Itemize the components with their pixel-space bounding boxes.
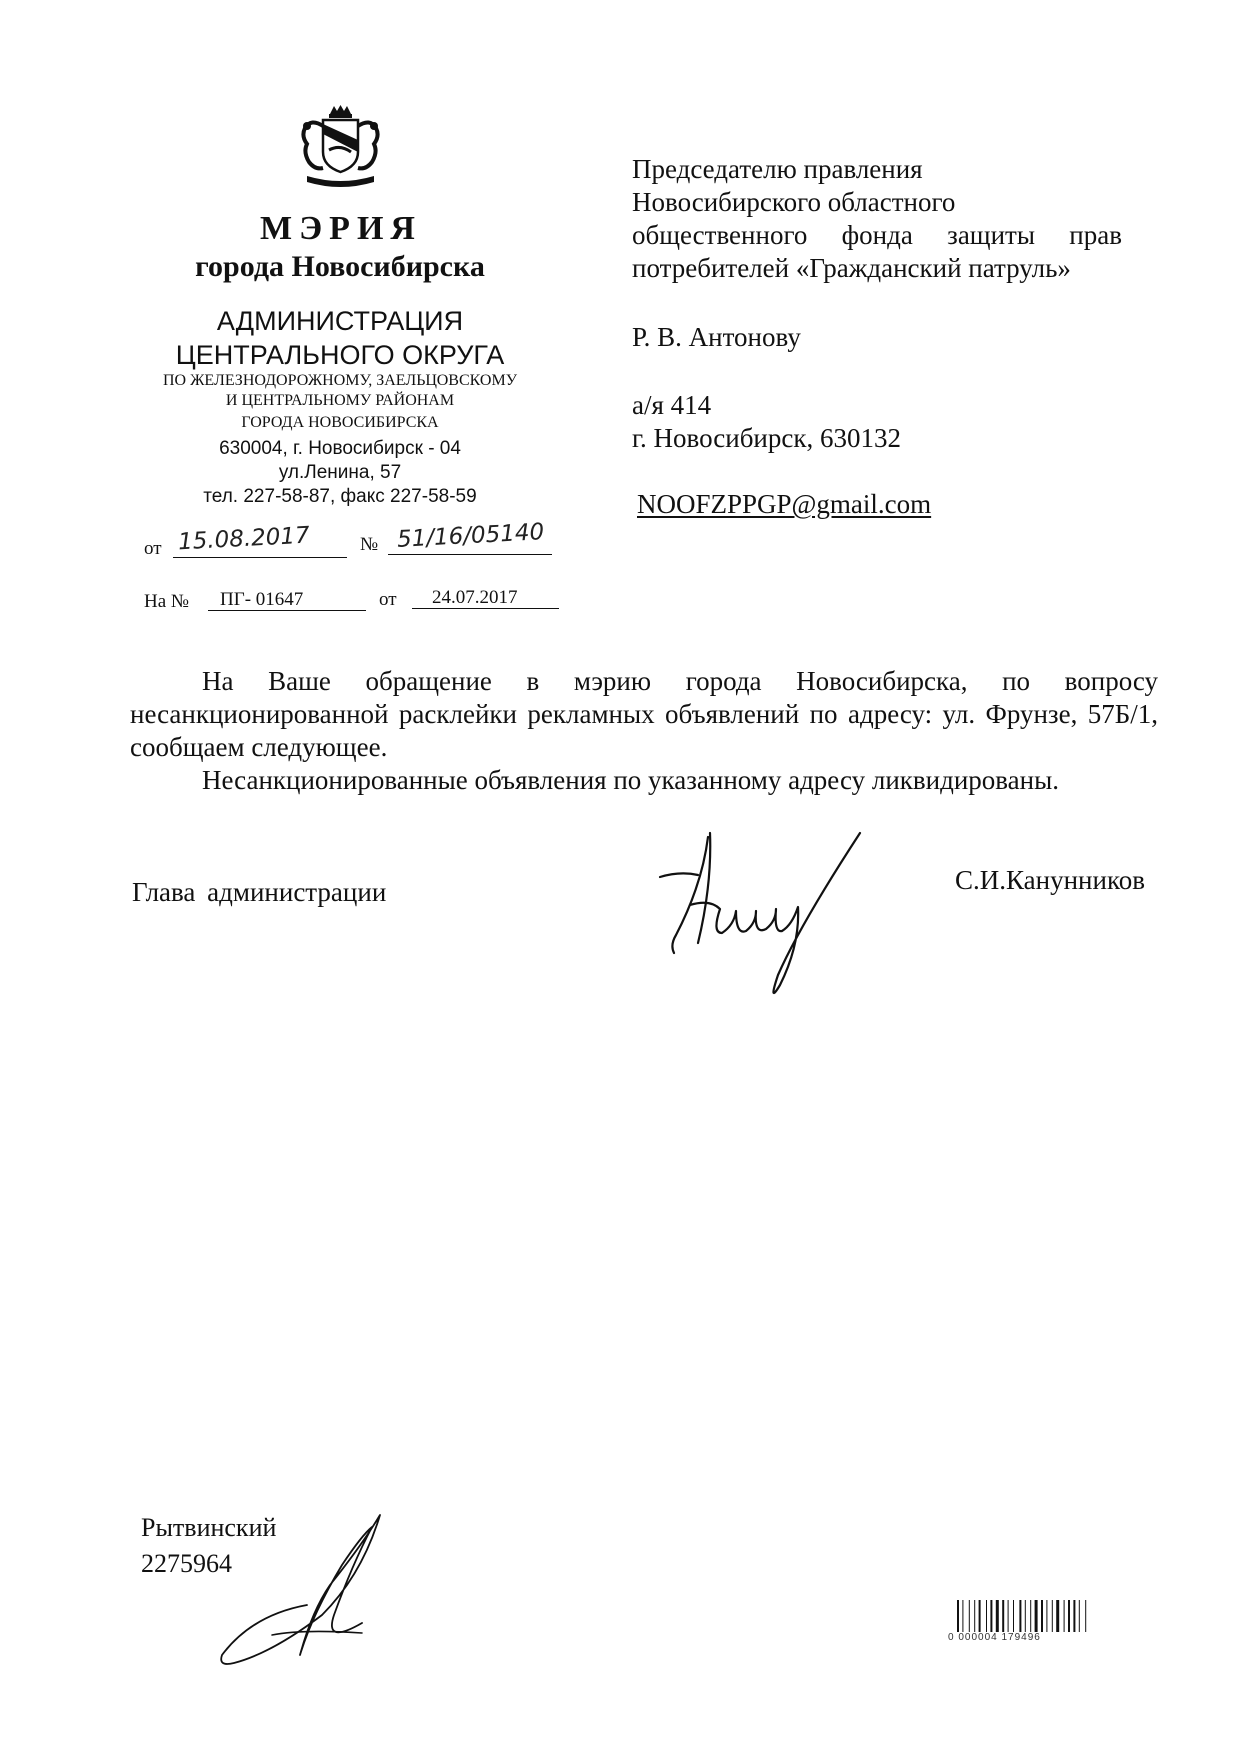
- novosibirsk-coat-of-arms-icon: [293, 104, 388, 190]
- recipient-line2: Новосибирского областного: [632, 187, 956, 217]
- barcode-bar: [1025, 1600, 1026, 1632]
- org-title: МЭРИЯ: [260, 210, 422, 247]
- barcode-bar: [1064, 1600, 1065, 1632]
- barcode-bar: [1041, 1600, 1043, 1632]
- recipient-name: Р. В. Антонову: [632, 322, 801, 352]
- barcode-bar: [996, 1600, 999, 1632]
- incoming-date-value: 24.07.2017: [432, 587, 518, 608]
- barcode-bar: [969, 1600, 970, 1632]
- districts-line2: И ЦЕНТРАЛЬНОМУ РАЙОНАМ: [225, 392, 455, 409]
- outgoing-date-value: 15.08.2017: [177, 522, 311, 556]
- barcode-bar: [1085, 1600, 1086, 1632]
- barcode-bar: [1002, 1600, 1004, 1632]
- executor-phone: 2275964: [141, 1549, 232, 1578]
- districts-line1: ПО ЖЕЛЕЗНОДОРОЖНОМУ, ЗАЕЛЬЦОВСКОМУ: [162, 372, 518, 389]
- outgoing-number-label: №: [360, 534, 379, 555]
- barcode-bar: [1073, 1600, 1075, 1632]
- barcode-bar: [1068, 1600, 1070, 1632]
- barcode-icon: [955, 1600, 1135, 1632]
- body-paragraph-2: Несанкционированные объявления по указанному адресу ликвидированы.: [202, 765, 1059, 795]
- barcode-bar: [979, 1600, 981, 1632]
- handwritten-signature-head: [650, 825, 870, 1005]
- barcode-bar: [1052, 1600, 1053, 1632]
- barcode-bar: [1008, 1600, 1009, 1632]
- executor-name: Рытвинский: [141, 1513, 277, 1542]
- barcode-bar: [1013, 1600, 1014, 1632]
- body-paragraph-1: На Ваше обращение в мэрию города Новосибирска, по вопросу несанкционированной расклейки рекламных объявлений по адресу: ул. Фрунзе, 57Б/1, сообщаем следующее.: [130, 666, 1158, 762]
- address-line3: тел. 227-58-87, факс 227-58-59: [203, 486, 477, 507]
- recipient-email: NOOFZPPGP@gmail.com: [637, 489, 932, 519]
- incoming-date-label: от: [379, 589, 397, 610]
- city-title: города Новосибирска: [195, 250, 485, 283]
- admin-title-line1: АДМИНИСТРАЦИЯ: [216, 306, 464, 336]
- address-line1: 630004, г. Новосибирск - 04: [219, 438, 461, 459]
- outgoing-number-value: 51/16/05140: [396, 519, 545, 553]
- signer-position: Глава администрации: [132, 877, 387, 907]
- barcode-bar: [986, 1600, 987, 1632]
- executor-signature: [212, 1505, 392, 1670]
- recipient-line3: общественного фонда защиты прав: [632, 220, 1122, 250]
- outgoing-date-label: от: [144, 538, 162, 559]
- barcode-bar: [1019, 1600, 1021, 1632]
- recipient-line1: Председателю правления: [632, 154, 923, 184]
- incoming-ref-label: На №: [144, 591, 190, 612]
- barcode-bar: [1046, 1600, 1047, 1632]
- barcode-number: 0 000004 179496: [948, 1632, 1041, 1643]
- outgoing-date-underline: [173, 557, 347, 558]
- recipient-city: г. Новосибирск, 630132: [632, 423, 901, 453]
- districts-line3: ГОРОДА НОВОСИБИРСКА: [241, 414, 439, 431]
- recipient-po-box: а/я 414: [632, 390, 712, 420]
- barcode-bar: [957, 1600, 959, 1632]
- recipient-line4: потребителей «Гражданский патруль»: [632, 253, 1071, 283]
- letter-body: [130, 665, 1158, 797]
- barcode-bar: [962, 1600, 963, 1632]
- barcode-bar: [990, 1600, 992, 1632]
- incoming-ref-number: ПГ- 01647: [220, 589, 304, 610]
- recipient-block: [632, 153, 1122, 285]
- barcode-bar: [1079, 1600, 1080, 1632]
- barcode-bar: [1030, 1600, 1031, 1632]
- outgoing-number-underline: [388, 554, 552, 555]
- incoming-ref-underline: [208, 610, 366, 611]
- address-line2: ул.Ленина, 57: [278, 462, 402, 483]
- barcode-bar: [974, 1600, 975, 1632]
- incoming-date-underline: [412, 608, 559, 609]
- barcode-bar: [1056, 1600, 1059, 1632]
- admin-title-line2: ЦЕНТРАЛЬНОГО ОКРУГА: [175, 340, 505, 370]
- signer-name: С.И.Канунников: [955, 865, 1145, 895]
- barcode-bar: [1035, 1600, 1038, 1632]
